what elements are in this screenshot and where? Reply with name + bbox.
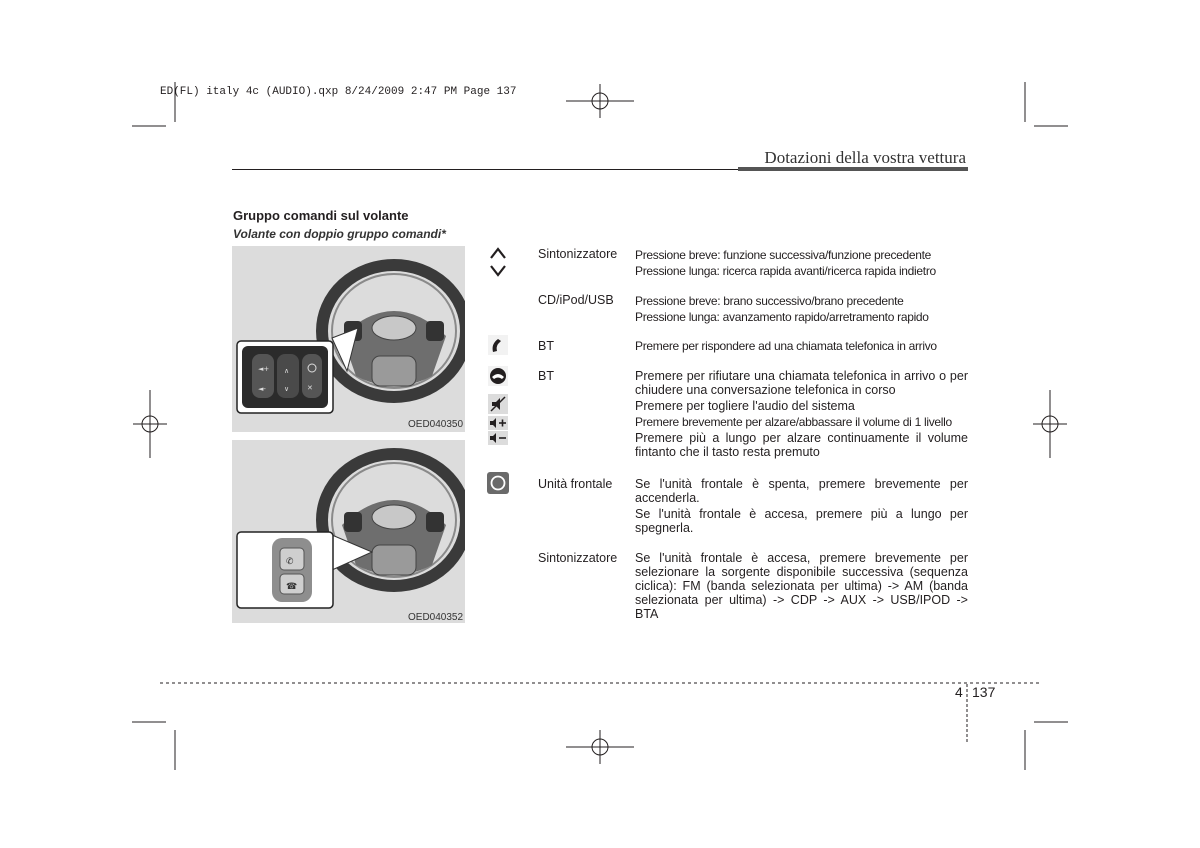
- description-line: Premere per rispondere ad una chiamata telefonica in arrivo: [635, 339, 937, 353]
- figure-code-1: OED040350: [408, 419, 464, 430]
- print-header: ED(FL) italy 4c (AUDIO).qxp 8/24/2009 2:47 PM Page 137: [160, 86, 517, 98]
- description-head-unit: [635, 477, 968, 535]
- call-answer-icon: [488, 335, 508, 355]
- figure-steering-wheel-bt-controls: [232, 440, 465, 623]
- term-tuner-source: Sintonizzatore: [538, 551, 618, 565]
- term-head-unit: Unità frontale: [538, 477, 613, 491]
- description-volume-continuous: [635, 431, 968, 459]
- call-end-icon: [488, 366, 508, 386]
- description-volume-step: [635, 415, 968, 429]
- page-number: 137: [972, 684, 996, 700]
- steering-wheel-illustration: [232, 246, 465, 432]
- svg-text:☎: ☎: [286, 582, 298, 592]
- heading: Gruppo comandi sul volante: [233, 208, 409, 223]
- description-line: Pressione breve: funzione successiva/funzione precedente: [635, 248, 932, 262]
- term-bt-end: BT: [538, 369, 554, 383]
- volume-up-icon: [488, 416, 508, 430]
- steering-wheel-illustration-2: [232, 440, 465, 623]
- description-line: Premere per rifiutare una chiamata telefonica in arrivo o per chiudere una conversazione telefonica in corso: [635, 369, 968, 397]
- mode-icon: [487, 472, 509, 494]
- term-tuner: Sintonizzatore: [538, 247, 618, 261]
- term-cd-ipod-usb: CD/iPod/USB: [538, 293, 614, 307]
- description-line: Se l'unità frontale è accesa, premere più a lungo per spegnerla.: [635, 507, 968, 535]
- up-down-arrows-icon: [488, 246, 508, 278]
- figure-code-2: OED040352: [408, 612, 464, 623]
- description-tuner: [635, 247, 968, 279]
- description-tuner-source: [635, 551, 968, 621]
- description-line: Se l'unità frontale è spenta, premere brevemente per accenderla.: [635, 477, 968, 505]
- section-title: Dotazioni della vostra vettura: [764, 148, 966, 167]
- description-line: Premere più a lungo per alzare continuamente il volume fintanto che il tasto resta premuto: [635, 431, 968, 459]
- volume-down-icon: [488, 431, 508, 445]
- svg-text:◄-: ◄-: [258, 385, 266, 393]
- figure-steering-wheel-controls: [232, 246, 465, 432]
- svg-text:∨: ∨: [284, 385, 290, 393]
- description-mute: [635, 399, 968, 413]
- header-bar: [738, 167, 968, 171]
- description-line: Premere brevemente per alzare/abbassare il volume di 1 livello: [635, 415, 952, 429]
- chapter-number: 4: [955, 684, 963, 700]
- description-bt-end: [635, 369, 968, 397]
- description-line: Pressione lunga: avanzamento rapido/arretramento rapido: [635, 310, 929, 324]
- subheading: Volante con doppio gruppo comandi*: [233, 227, 446, 241]
- description-line: Premere per togliere l'audio del sistema: [635, 399, 855, 413]
- svg-text:✕: ✕: [307, 384, 313, 392]
- svg-text:✆: ✆: [286, 557, 294, 567]
- svg-text:∧: ∧: [284, 367, 290, 375]
- description-line: Se l'unità frontale è accesa, premere brevemente per selezionare la sorgente disponibile successiva (sequenza ciclica): FM (banda selezionata per ultima) -> AM (banda selezionata per ultima) -> CDP -> AUX -> USB/IPOD -> BTA: [635, 551, 968, 621]
- term-bt-answer: BT: [538, 339, 554, 353]
- description-line: Pressione breve: brano successivo/brano precedente: [635, 294, 904, 308]
- svg-text:◄+: ◄+: [258, 365, 270, 373]
- description-line: Pressione lunga: ricerca rapida avanti/ricerca rapida indietro: [635, 264, 936, 278]
- description-bt-answer: [635, 339, 968, 353]
- mute-icon: [488, 394, 508, 414]
- description-cd-ipod-usb: [635, 293, 968, 325]
